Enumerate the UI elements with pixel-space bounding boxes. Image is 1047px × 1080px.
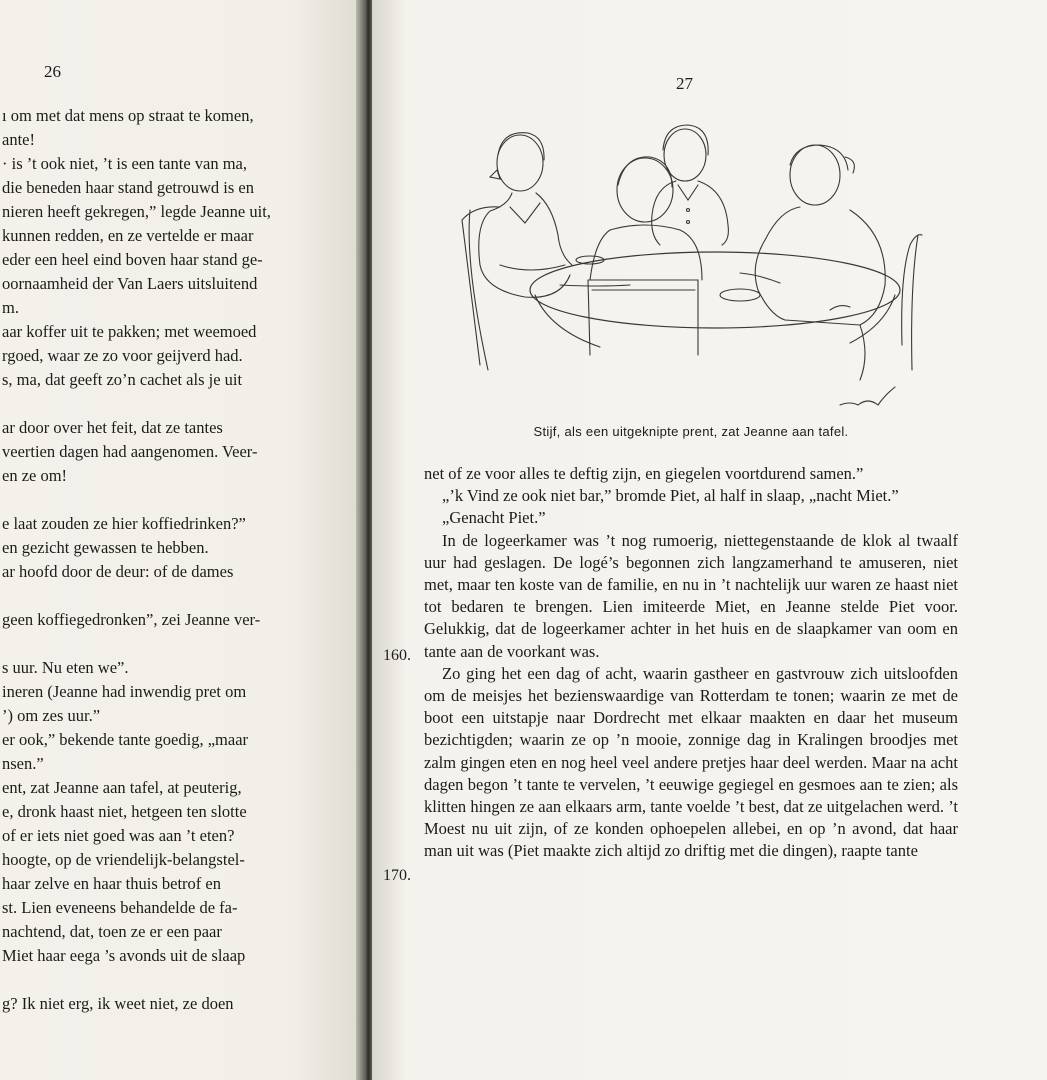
text-line: eder een heel eind boven haar stand ge- bbox=[2, 250, 263, 269]
page-number-left: 26 bbox=[44, 62, 61, 81]
right-page-text bbox=[424, 463, 958, 863]
text-line: haar zelve en haar thuis betrof en bbox=[2, 874, 221, 893]
text-line: of er iets niet goed was aan ’t eten? bbox=[2, 826, 235, 845]
text-line: ar hoofd door de deur: of de dames bbox=[2, 562, 234, 581]
left-page bbox=[0, 0, 362, 1080]
text-line: m. bbox=[2, 298, 19, 317]
text-line: ent, zat Jeanne aan tafel, at peuterig, bbox=[2, 778, 242, 797]
paragraph: In de logeerkamer was ’t nog rumoerig, niettegenstaande de klok al twaalf uur had geslagen. De logé’s begonnen zich langzamerhand te amuseren, niet met, maar ten koste van de familie, en nu in ’t nachtelijk uur waren ze haast niet tot bedaren te brengen. Lien imiteerde Miet, en Jeanne stelde Piet voor. Gelukkig, dat de logeerkamer achter in het huis en de slaapkamer van oom en tante aan de voorkant was. bbox=[424, 530, 958, 661]
text-line: die beneden haar stand getrouwd is en bbox=[2, 178, 254, 197]
dinner-table-illustration bbox=[440, 115, 960, 415]
text-line: er ook,” bekende tante goedig, „maar bbox=[2, 730, 249, 749]
text-line bbox=[2, 968, 302, 992]
text-line: s, ma, dat geeft zo’n cachet als je uit bbox=[2, 370, 243, 389]
text-line: e, dronk haast niet, hetgeen ten slotte bbox=[2, 802, 247, 821]
text-line: ar door over het feit, dat ze tantes bbox=[2, 418, 223, 437]
text-line: · is ’t ook niet, ’t is een tante van ma, bbox=[2, 154, 248, 173]
text-line: en ze om! bbox=[2, 466, 68, 485]
text-line: ineren (Jeanne had inwendig pret om bbox=[2, 682, 247, 701]
text-line: rgoed, waar ze zo voor geijverd had. bbox=[2, 346, 243, 365]
text-line: s uur. Nu eten we”. bbox=[2, 658, 129, 677]
left-page-text bbox=[2, 104, 302, 1016]
text-line: g? Ik niet erg, ik weet niet, ze doen bbox=[2, 994, 234, 1013]
text-line: oornaamheid der Van Laers uitsluitend bbox=[2, 274, 258, 293]
paragraph: Zo ging het een dag of acht, waarin gastheer en gastvrouw zich uitsloofden om de meisjes het bezienswaardige van Rotterdam te tonen; waarin ze met de boot een uitstapje naar Dordrecht met elkaar maakten en daar het museum bezichtigden; waarin ze op ’n mooie, zonnige dag in Kralingen broodjes met zalm gingen eten en nog heel veel andere pretjes haar deel werden. Maar na acht dagen begon ’t tante te vervelen, ’t eeuwige gegiegel en gesmoes aan te zien; als klitten hingen ze aan elkaars arm, tante voelde ’t best, dat ze uitgelachen werd. ’t Moest nu uit zijn, of ze konden ophoepelen allebei, en op ’n avond, dat haar man uit was (Piet maakte zich altijd zo driftig met die dingen), raapte tante bbox=[424, 663, 958, 861]
text-line: nachtend, dat, toen ze er een paar bbox=[2, 922, 222, 941]
text-line: nieren heeft gekregen,” legde Jeanne uit, bbox=[2, 202, 271, 221]
text-line bbox=[2, 488, 302, 512]
text-line: geen koffiegedronken”, zei Jeanne ver- bbox=[2, 610, 261, 629]
line-number: 170. bbox=[383, 867, 411, 884]
text-line: hoogte, op de vriendelijk-belangstel- bbox=[2, 850, 245, 869]
paragraph: „Genacht Piet.” bbox=[442, 508, 546, 528]
paragraph: „’k Vind ze ook niet bar,” bromde Piet, al half in slaap, „nacht Miet.” bbox=[442, 486, 899, 506]
text-line bbox=[2, 392, 302, 416]
page-number-right: 27 bbox=[676, 74, 693, 93]
text-line: nsen.” bbox=[2, 754, 44, 773]
text-line: aar koffer uit te pakken; met weemoed bbox=[2, 322, 257, 341]
illustration-caption: Stijf, als een uitgeknipte prent, zat Jeanne aan tafel. bbox=[533, 424, 849, 439]
text-line: kunnen redden, en ze vertelde er maar bbox=[2, 226, 254, 245]
text-line: ’) om zes uur.” bbox=[2, 706, 101, 725]
text-line: veertien dagen had aangenomen. Veer- bbox=[2, 442, 258, 461]
paragraph: net of ze voor alles te deftig zijn, en giegelen voortdurend samen.” bbox=[424, 464, 864, 483]
text-line bbox=[2, 584, 302, 608]
text-line: Miet haar eega ’s avonds uit de slaap bbox=[2, 946, 246, 965]
text-line: st. Lien eveneens behandelde de fa- bbox=[2, 898, 238, 917]
text-line: ante! bbox=[2, 130, 35, 149]
line-number: 160. bbox=[383, 647, 411, 664]
text-line bbox=[2, 632, 302, 656]
text-line: ı om met dat mens op straat te komen, bbox=[2, 106, 254, 125]
text-line: e laat zouden ze hier koffiedrinken?” bbox=[2, 514, 246, 533]
text-line: en gezicht gewassen te hebben. bbox=[2, 538, 209, 557]
